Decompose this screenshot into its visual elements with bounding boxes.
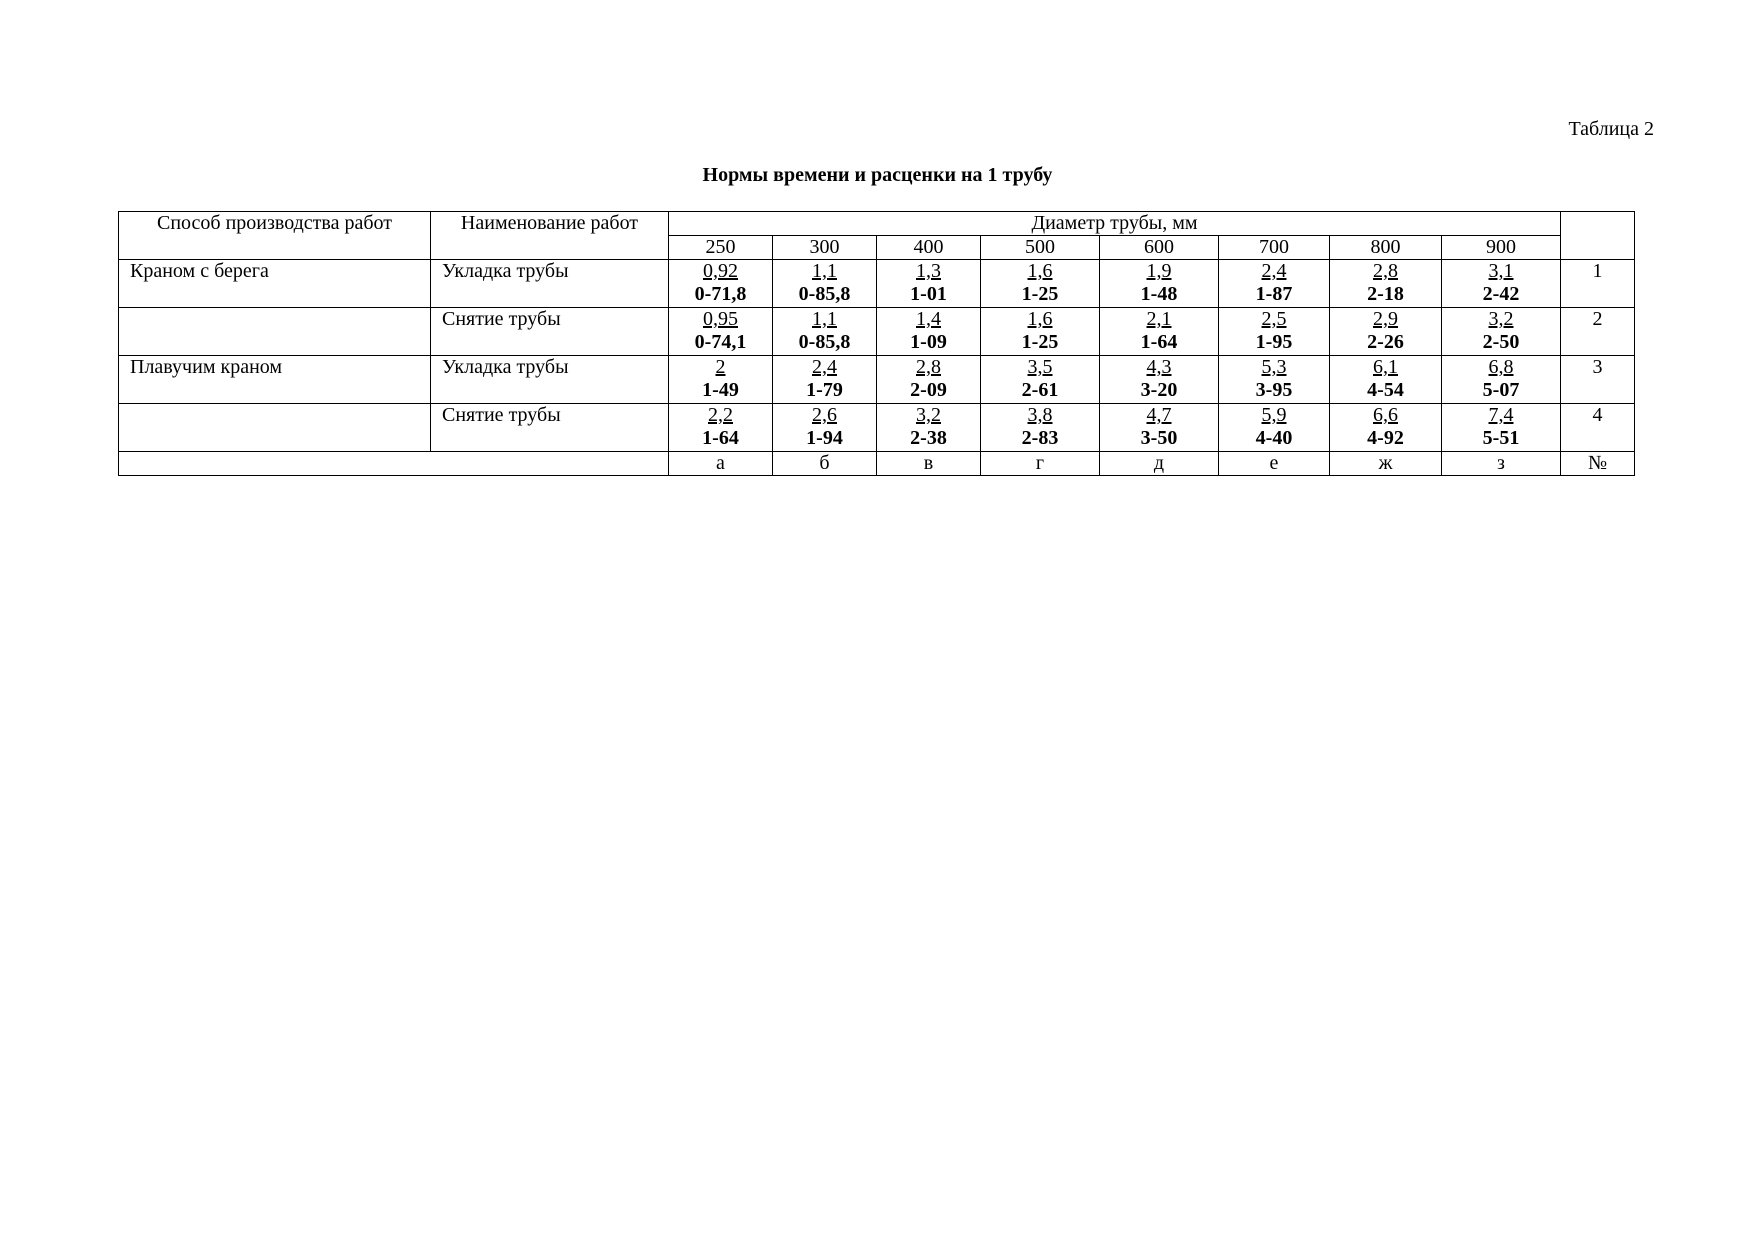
rate-price: 2-38	[910, 427, 947, 449]
diameter-value: 900	[1442, 236, 1561, 260]
norm-cell	[1330, 308, 1442, 356]
work-cell: Укладка трубы	[431, 356, 669, 404]
work-header: Наименование работ	[431, 212, 669, 260]
rate-price: 0-74,1	[694, 331, 747, 353]
time-norm: 1,6	[1027, 260, 1053, 282]
rate-price: 2-26	[1367, 331, 1404, 353]
norm-cell	[1100, 404, 1219, 452]
time-norm: 2,1	[1146, 308, 1172, 330]
rate-price: 1-94	[806, 427, 843, 449]
time-norm: 2,8	[916, 356, 941, 378]
norm-cell	[1442, 356, 1561, 404]
rate-price: 5-07	[1482, 379, 1520, 401]
method-cell	[119, 404, 431, 452]
work-cell: Укладка трубы	[431, 260, 669, 308]
time-norm: 6,8	[1488, 356, 1514, 378]
table-row	[119, 404, 1635, 452]
column-letter: ж	[1330, 452, 1442, 476]
rate-price: 2-18	[1367, 283, 1404, 305]
time-norm: 1,4	[916, 308, 941, 330]
rate-price: 2-42	[1482, 283, 1520, 305]
norm-cell	[773, 260, 877, 308]
time-norm: 3,5	[1027, 356, 1053, 378]
time-norm: 3,8	[1027, 404, 1053, 426]
footer-row	[119, 452, 1635, 476]
table-label: Таблица 2	[1568, 118, 1654, 140]
time-norm: 2	[715, 356, 726, 378]
norm-cell	[773, 308, 877, 356]
time-norm: 1,6	[1027, 308, 1053, 330]
rate-price: 5-51	[1482, 427, 1520, 449]
document-title: Нормы времени и расценки на 1 трубу	[702, 164, 1053, 186]
time-norm: 3,1	[1488, 260, 1514, 282]
rate-price: 0-71,8	[694, 283, 747, 305]
norm-cell	[877, 404, 981, 452]
norm-cell	[669, 260, 773, 308]
norm-cell	[773, 356, 877, 404]
diameter-header: Диаметр трубы, мм	[669, 212, 1561, 236]
norm-cell	[877, 308, 981, 356]
table-row	[119, 260, 1635, 308]
rate-price: 1-25	[1021, 331, 1059, 353]
row-number: 2	[1561, 308, 1635, 356]
norm-cell	[1100, 260, 1219, 308]
time-norm: 0,92	[703, 260, 738, 282]
column-letter: а	[669, 452, 773, 476]
rate-price: 1-09	[910, 331, 947, 353]
norm-cell	[1219, 308, 1330, 356]
norm-cell	[669, 356, 773, 404]
rate-price: 2-61	[1021, 379, 1059, 401]
time-norm: 2,8	[1373, 260, 1398, 282]
time-norm: 2,4	[812, 356, 837, 378]
norm-cell	[669, 308, 773, 356]
column-letter: з	[1442, 452, 1561, 476]
time-norm: 6,1	[1373, 356, 1398, 378]
diameter-value: 700	[1219, 236, 1330, 260]
time-norm: 2,6	[812, 404, 837, 426]
row-number: 4	[1561, 404, 1635, 452]
rate-price: 0-85,8	[798, 331, 851, 353]
norm-cell	[1219, 260, 1330, 308]
rate-price: 1-64	[702, 427, 739, 449]
method-header: Способ производства работ	[119, 212, 431, 260]
method-cell: Плавучим краном	[119, 356, 431, 404]
rate-price: 4-92	[1367, 427, 1404, 449]
rate-price: 4-40	[1255, 427, 1293, 449]
work-cell: Снятие трубы	[431, 404, 669, 452]
time-norm: 6,6	[1373, 404, 1398, 426]
norm-cell	[1442, 308, 1561, 356]
diameter-value: 600	[1100, 236, 1219, 260]
time-norm: 2,9	[1373, 308, 1398, 330]
norm-cell	[877, 260, 981, 308]
time-norm: 4,7	[1146, 404, 1172, 426]
time-norm: 1,1	[812, 308, 837, 330]
time-norm: 3,2	[1488, 308, 1514, 330]
time-norm: 2,2	[708, 404, 733, 426]
method-cell: Краном с берега	[119, 260, 431, 308]
norm-cell	[1100, 356, 1219, 404]
norm-cell	[981, 356, 1100, 404]
column-letter: б	[773, 452, 877, 476]
time-norm: 4,3	[1146, 356, 1172, 378]
norm-cell	[1442, 260, 1561, 308]
rate-price: 1-49	[702, 379, 739, 401]
rate-price: 2-09	[910, 379, 947, 401]
time-norm: 1,3	[916, 260, 941, 282]
rate-price: 2-50	[1482, 331, 1520, 353]
norm-cell	[1100, 308, 1219, 356]
column-letter: г	[981, 452, 1100, 476]
diameter-value: 250	[669, 236, 773, 260]
time-norm: 1,9	[1146, 260, 1172, 282]
rate-price: 3-20	[1140, 379, 1178, 401]
norm-cell	[1219, 356, 1330, 404]
time-norm: 3,2	[916, 404, 941, 426]
rate-price: 1-64	[1140, 331, 1178, 353]
table-body	[119, 260, 1635, 452]
diameter-value: 800	[1330, 236, 1442, 260]
norm-cell	[981, 260, 1100, 308]
table-row	[119, 356, 1635, 404]
time-norm: 7,4	[1488, 404, 1514, 426]
row-number: 1	[1561, 260, 1635, 308]
norm-cell	[1219, 404, 1330, 452]
norm-cell	[1330, 260, 1442, 308]
rate-price: 3-50	[1140, 427, 1178, 449]
rate-price: 1-87	[1255, 283, 1293, 305]
norm-cell	[981, 404, 1100, 452]
column-letter: д	[1100, 452, 1219, 476]
number-header	[1561, 212, 1635, 260]
rate-price: 2-83	[1021, 427, 1059, 449]
rate-price: 1-95	[1255, 331, 1293, 353]
rate-price: 0-85,8	[798, 283, 851, 305]
norms-table	[118, 211, 1635, 476]
norm-cell	[1330, 404, 1442, 452]
time-norm: 0,95	[703, 308, 738, 330]
column-letter: е	[1219, 452, 1330, 476]
rate-price: 4-54	[1367, 379, 1404, 401]
norm-cell	[1442, 404, 1561, 452]
diameter-value: 400	[877, 236, 981, 260]
method-cell	[119, 308, 431, 356]
number-sign: №	[1561, 452, 1635, 476]
work-cell: Снятие трубы	[431, 308, 669, 356]
row-number: 3	[1561, 356, 1635, 404]
time-norm: 1,1	[812, 260, 837, 282]
time-norm: 2,4	[1261, 260, 1287, 282]
column-letter: в	[877, 452, 981, 476]
norm-cell	[773, 404, 877, 452]
rate-price: 1-01	[910, 283, 947, 305]
time-norm: 5,9	[1261, 404, 1287, 426]
rate-price: 1-79	[806, 379, 843, 401]
time-norm: 2,5	[1261, 308, 1287, 330]
header-row	[119, 212, 1635, 236]
norm-cell	[669, 404, 773, 452]
rate-price: 1-48	[1140, 283, 1178, 305]
time-norm: 5,3	[1261, 356, 1287, 378]
norm-cell	[877, 356, 981, 404]
footer-blank	[119, 452, 669, 476]
rate-price: 1-25	[1021, 283, 1059, 305]
rate-price: 3-95	[1255, 379, 1293, 401]
diameter-value: 300	[773, 236, 877, 260]
table-row	[119, 308, 1635, 356]
norm-cell	[1330, 356, 1442, 404]
diameter-value: 500	[981, 236, 1100, 260]
norm-cell	[981, 308, 1100, 356]
